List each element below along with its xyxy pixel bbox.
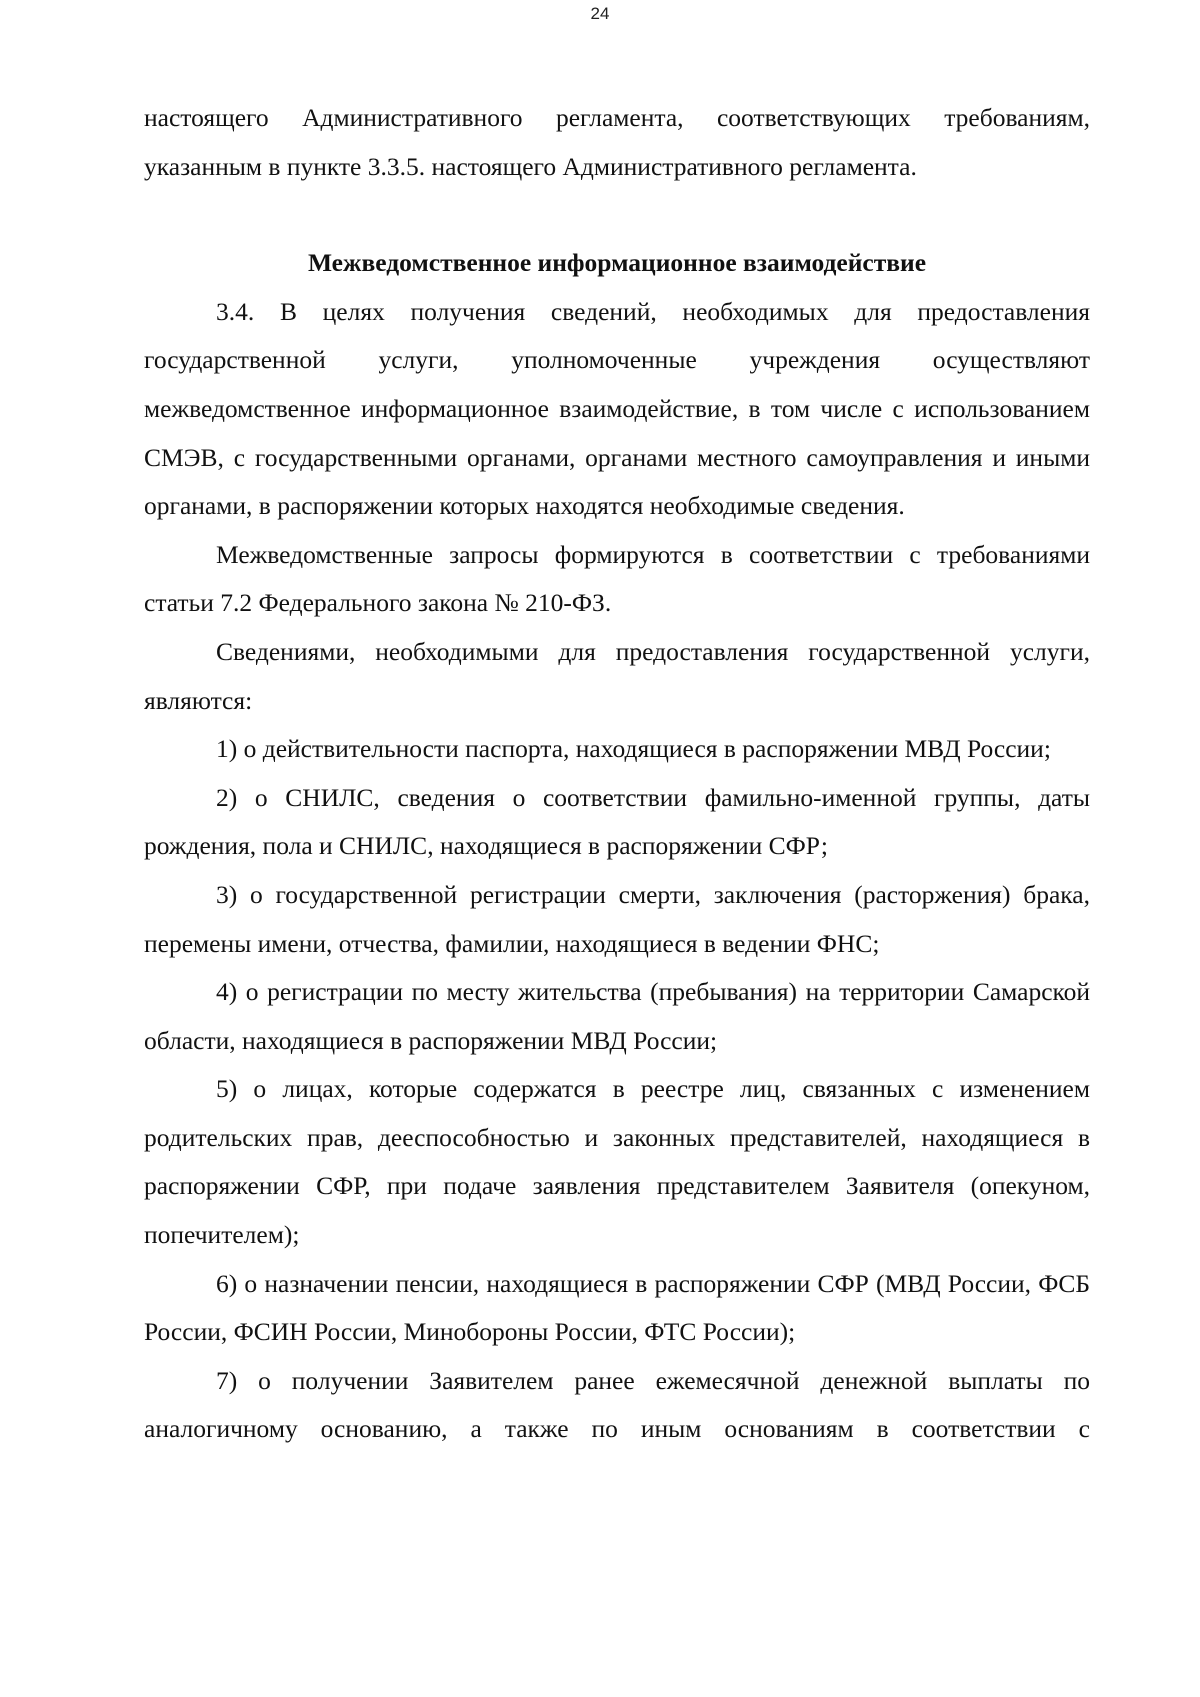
paragraph-3-4: 3.4. В целях получения сведений, необходимых для предоставления государственной услуги, уполномоченные учреждения осуществляют межведомственное информационное взаимодействие, в том числе с использованием СМЭВ, с государственными органами, органами местного самоуправления и иными органами, в распоряжении которых находятся необходимые сведения.: [144, 296, 1090, 521]
list-item-5: 5) о лицах, которые содержатся в реестре лиц, связанных с изменением родительских прав, дееспособностью и законных представителей, находящиеся в распоряжении СФР, при подаче заявления представителем Заявителя (опекуном, попечителем);: [144, 1074, 1090, 1250]
section-heading: Межведомственное информационное взаимодействие: [307, 248, 927, 278]
intro-paragraph: настоящего Административного регламента, соответствующих требованиям, указанным в пункте 3.3.5. настоящего Административного регламента.: [144, 103, 1090, 181]
list-item-6: 6) о назначении пенсии, находящиеся в распоряжении СФР (МВД России, ФСБ России, ФСИН России, Минобороны России, ФТС России);: [144, 1268, 1090, 1347]
paragraph-interagency-requests: Межведомственные запросы формируются в соответствии с требованиями статьи 7.2 Федерального закона № 210-ФЗ.: [144, 539, 1090, 618]
list-item-4: 4) о регистрации по месту жительства (пребывания) на территории Самарской области, находящиеся в распоряжении МВД России;: [144, 977, 1090, 1055]
paragraph-required-info: Сведениями, необходимыми для предоставления государственной услуги, являются:: [144, 636, 1090, 715]
document-body: [144, 94, 1090, 1454]
list-item-1: 1) о действительности паспорта, находящиеся в распоряжении МВД России;: [216, 734, 1051, 764]
list-item-3: 3) о государственной регистрации смерти, заключения (расторжения) брака, перемены имени, отчества, фамилии, находящиеся в ведении ФНС;: [144, 879, 1090, 958]
list-item-2: 2) о СНИЛС, сведения о соответствии фамильно-именной группы, даты рождения, пола и СНИЛС, находящиеся в распоряжении СФР;: [144, 782, 1090, 861]
list-item-7: 7) о получении Заявителем ранее ежемесячной денежной выплаты по аналогичному основанию, а также по иным основаниям в соответствии с: [144, 1365, 1090, 1444]
page-number: 24: [590, 4, 610, 23]
